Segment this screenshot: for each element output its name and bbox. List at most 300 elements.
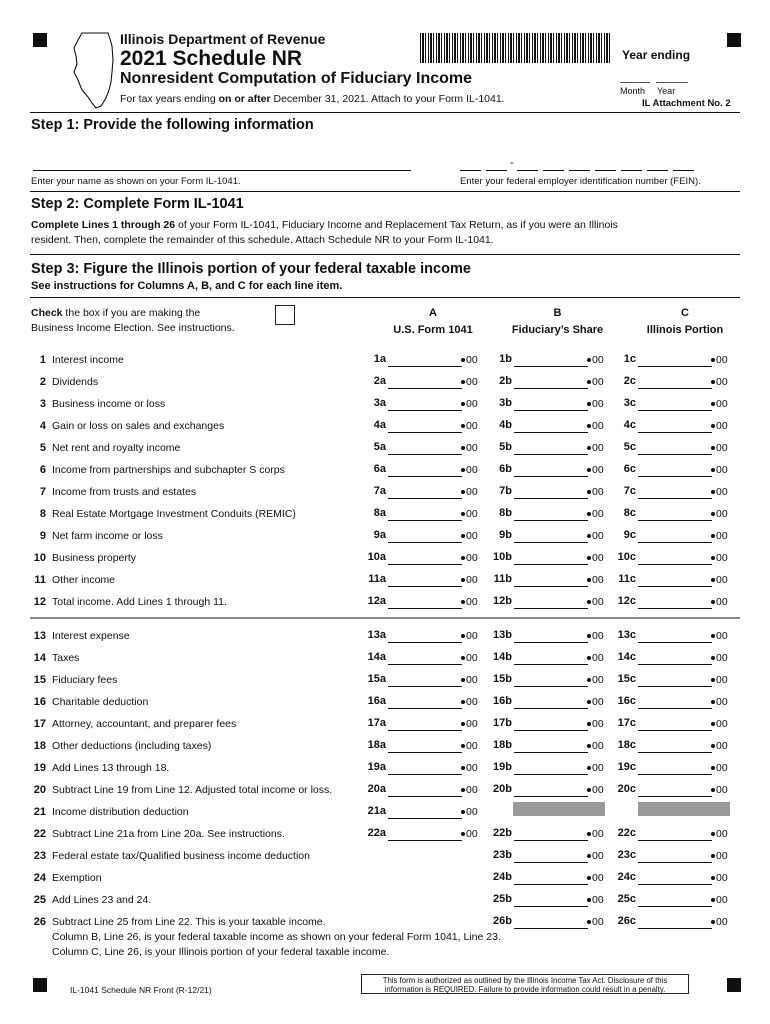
amount-input-4c[interactable] xyxy=(638,432,712,433)
amount-input-24c[interactable] xyxy=(638,884,712,885)
line-description: Add Lines 13 through 18. xyxy=(52,762,170,774)
cents-14a: 00 xyxy=(461,652,478,664)
field-label-7b: 7b xyxy=(499,485,512,497)
cents-14b: 00 xyxy=(587,652,604,664)
line-number: 3 xyxy=(39,398,46,410)
field-label-14b: 14b xyxy=(493,651,512,663)
amount-input-3c[interactable] xyxy=(638,410,712,411)
cents-7c: 00 xyxy=(711,486,728,498)
line-description: Gain or loss on sales and exchanges xyxy=(52,420,225,432)
line-description: Subtract Line 25 from Line 22. This is your taxable income. xyxy=(52,916,326,928)
field-label-6a: 6a xyxy=(373,463,386,475)
amount-input-11a[interactable] xyxy=(388,586,462,587)
line-number: 18 xyxy=(33,740,46,752)
amount-input-14b[interactable] xyxy=(514,664,588,665)
shaded-box-21c xyxy=(638,802,730,816)
amount-input-22a[interactable] xyxy=(388,840,462,841)
line-number: 16 xyxy=(33,696,46,708)
registration-mark-bottom-left xyxy=(33,978,47,992)
field-label-5c: 5c xyxy=(623,441,636,453)
name-input-line[interactable] xyxy=(33,170,411,171)
line-number: 15 xyxy=(33,674,46,686)
business-income-election-text: Check the box if you are making the Business Income Election. See instructions. xyxy=(31,307,235,334)
cents-10c: 00 xyxy=(711,552,728,564)
field-label-22c: 22c xyxy=(617,827,636,839)
line-number: 23 xyxy=(33,850,46,862)
field-label-8a: 8a xyxy=(373,507,386,519)
cents-24c: 00 xyxy=(711,872,728,884)
line-number: 22 xyxy=(33,828,46,840)
cents-13a: 00 xyxy=(461,630,478,642)
field-label-9c: 9c xyxy=(623,529,636,541)
field-label-19b: 19b xyxy=(493,761,512,773)
field-label-10c: 10c xyxy=(617,551,636,563)
line-description: Federal estate tax/Qualified business income deduction xyxy=(52,850,310,862)
field-label-19a: 19a xyxy=(367,761,386,773)
line-description: Fiduciary fees xyxy=(52,674,118,686)
step1-title: Step 1: Provide the following information xyxy=(31,117,314,133)
line-description: Net farm income or loss xyxy=(52,530,163,542)
cents-1a: 00 xyxy=(461,354,478,366)
cents-22a: 00 xyxy=(461,828,478,840)
amount-input-6c[interactable] xyxy=(638,476,712,477)
line-number: 12 xyxy=(33,596,46,608)
cents-18c: 00 xyxy=(711,740,728,752)
cents-7a: 00 xyxy=(461,486,478,498)
field-label-17b: 17b xyxy=(493,717,512,729)
field-label-2c: 2c xyxy=(623,375,636,387)
field-label-13a: 13a xyxy=(367,629,386,641)
year-ending-label: Year ending xyxy=(622,48,691,62)
line-description: Net rent and royalty income xyxy=(52,442,181,454)
line-description: Business property xyxy=(52,552,137,564)
field-label-5b: 5b xyxy=(499,441,512,453)
field-label-22b: 22b xyxy=(493,827,512,839)
cents-20a: 00 xyxy=(461,784,478,796)
name-field-label: Enter your name as shown on your Form IL-1041. xyxy=(31,176,241,187)
amount-input-18b[interactable] xyxy=(514,752,588,753)
cents-1c: 00 xyxy=(711,354,728,366)
field-label-25c: 25c xyxy=(617,893,636,905)
amount-input-3a[interactable] xyxy=(388,410,462,411)
field-label-26c: 26c xyxy=(617,915,636,927)
line-number: 9 xyxy=(39,530,46,542)
amount-input-2b[interactable] xyxy=(514,388,588,389)
amount-input-9b[interactable] xyxy=(514,542,588,543)
line-number: 5 xyxy=(39,442,46,454)
line-description: Subtract Line 19 from Line 12. Adjusted total income or loss. xyxy=(52,784,333,796)
field-label-20a: 20a xyxy=(367,783,386,795)
step2-instructions: Complete Lines 1 through 26 of your Form IL-1041, Fiduciary Income and Replacement Tax Return, as if you were an Illinois resident. Then, complete the remainder of this schedule. Attach Schedule NR to your Form IL-1041. xyxy=(31,219,618,246)
amount-input-20a[interactable] xyxy=(388,796,462,797)
line-description: Other deductions (including taxes) xyxy=(52,740,212,752)
line-number: 2 xyxy=(39,376,46,388)
line-description: Charitable deduction xyxy=(52,696,149,708)
amount-input-10b[interactable] xyxy=(514,564,588,565)
amount-input-6a[interactable] xyxy=(388,476,462,477)
field-label-20b: 20b xyxy=(493,783,512,795)
cents-4a: 00 xyxy=(461,420,478,432)
amount-input-1b[interactable] xyxy=(514,366,588,367)
fein-input[interactable] xyxy=(460,157,740,171)
field-label-4a: 4a xyxy=(373,419,386,431)
field-label-11a: 11a xyxy=(368,573,386,585)
field-label-22a: 22a xyxy=(367,827,386,839)
cents-7b: 00 xyxy=(587,486,604,498)
field-label-18c: 18c xyxy=(617,739,636,751)
cents-17b: 00 xyxy=(587,718,604,730)
form-id: IL-1041 Schedule NR Front (R-12/21) xyxy=(70,985,212,995)
amount-input-7a[interactable] xyxy=(388,498,462,499)
line-description: Income distribution deduction xyxy=(52,806,189,818)
field-label-4c: 4c xyxy=(623,419,636,431)
line-description: Interest income xyxy=(52,354,124,366)
column-b-header: B Fiduciary’s Share xyxy=(511,307,604,336)
year-label: Year xyxy=(657,86,676,96)
amount-input-4a[interactable] xyxy=(388,432,462,433)
cents-11c: 00 xyxy=(711,574,728,586)
cents-20c: 00 xyxy=(711,784,728,796)
cents-3b: 00 xyxy=(587,398,604,410)
cents-6a: 00 xyxy=(461,464,478,476)
line-number: 17 xyxy=(33,718,46,730)
cents-2a: 00 xyxy=(461,376,478,388)
line-number: 7 xyxy=(39,486,46,498)
cents-5a: 00 xyxy=(461,442,478,454)
line-description: Subtract Line 21a from Line 20a. See instructions. xyxy=(52,828,285,840)
cents-21a: 00 xyxy=(461,806,478,818)
line-number: 10 xyxy=(33,552,46,564)
field-label-11c: 11c xyxy=(618,573,636,585)
cents-16b: 00 xyxy=(587,696,604,708)
amount-input-8b[interactable] xyxy=(514,520,588,521)
amount-input-12b[interactable] xyxy=(514,608,588,609)
field-label-19c: 19c xyxy=(617,761,636,773)
amount-input-14a[interactable] xyxy=(388,664,462,665)
field-label-16a: 16a xyxy=(367,695,386,707)
amount-input-20c[interactable] xyxy=(638,796,712,797)
illinois-state-outline-icon xyxy=(70,30,118,110)
field-label-26b: 26b xyxy=(493,915,512,927)
field-label-23b: 23b xyxy=(493,849,512,861)
barcode xyxy=(420,33,610,63)
field-label-11b: 11b xyxy=(493,573,512,585)
fein-field-label: Enter your federal employer identification number (FEIN). xyxy=(460,176,701,187)
amount-input-20b[interactable] xyxy=(514,796,588,797)
amount-input-10c[interactable] xyxy=(638,564,712,565)
field-label-3c: 3c xyxy=(623,397,636,409)
amount-input-2a[interactable] xyxy=(388,388,462,389)
cents-16c: 00 xyxy=(711,696,728,708)
amount-input-22b[interactable] xyxy=(514,840,588,841)
line-description: Attorney, accountant, and preparer fees xyxy=(52,718,237,730)
cents-20b: 00 xyxy=(587,784,604,796)
amount-input-17b[interactable] xyxy=(514,730,588,731)
field-label-18a: 18a xyxy=(367,739,386,751)
cents-8b: 00 xyxy=(587,508,604,520)
cents-17c: 00 xyxy=(711,718,728,730)
amount-input-14c[interactable] xyxy=(638,664,712,665)
field-label-14c: 14c xyxy=(617,651,636,663)
cents-5c: 00 xyxy=(711,442,728,454)
field-label-6c: 6c xyxy=(623,463,636,475)
line-description: Interest expense xyxy=(52,630,130,642)
amount-input-5a[interactable] xyxy=(388,454,462,455)
cents-10a: 00 xyxy=(461,552,478,564)
month-label: Month xyxy=(620,86,646,96)
cents-15a: 00 xyxy=(461,674,478,686)
field-label-10b: 10b xyxy=(493,551,512,563)
field-label-9b: 9b xyxy=(499,529,512,541)
cents-25c: 00 xyxy=(711,894,728,906)
amount-input-17a[interactable] xyxy=(388,730,462,731)
month-input-line[interactable] xyxy=(620,82,650,83)
authorization-notice: This form is authorized as outlined by the Illinois Income Tax Act. Disclosure of this information is REQUIRED. Failure to provide information could result in a penalty. xyxy=(361,974,689,994)
cents-12b: 00 xyxy=(587,596,604,608)
field-label-6b: 6b xyxy=(499,463,512,475)
amount-input-19b[interactable] xyxy=(514,774,588,775)
cents-18b: 00 xyxy=(587,740,604,752)
line-description: Taxes xyxy=(52,652,80,664)
field-label-4b: 4b xyxy=(499,419,512,431)
amount-input-16c[interactable] xyxy=(638,708,712,709)
amount-input-8c[interactable] xyxy=(638,520,712,521)
cents-22b: 00 xyxy=(587,828,604,840)
cents-8a: 00 xyxy=(461,508,478,520)
line-number: 1 xyxy=(39,354,46,366)
cents-24b: 00 xyxy=(587,872,604,884)
amount-input-26b[interactable] xyxy=(514,928,588,929)
line-number: 24 xyxy=(33,872,46,884)
line-description: Real Estate Mortgage Investment Conduits (REMIC) xyxy=(52,508,296,520)
cents-8c: 00 xyxy=(711,508,728,520)
cents-16a: 00 xyxy=(461,696,478,708)
cents-26b: 00 xyxy=(587,916,604,928)
line-number: 26 xyxy=(33,916,46,928)
amount-input-5b[interactable] xyxy=(514,454,588,455)
line-description: Income from partnerships and subchapter S corps xyxy=(52,464,285,476)
line-number: 25 xyxy=(33,894,46,906)
amount-input-9a[interactable] xyxy=(388,542,462,543)
field-label-8b: 8b xyxy=(499,507,512,519)
cents-4b: 00 xyxy=(587,420,604,432)
field-label-12a: 12a xyxy=(367,595,386,607)
amount-input-26c[interactable] xyxy=(638,928,712,929)
field-label-21a: 21a xyxy=(367,805,386,817)
field-label-12c: 12c xyxy=(617,595,636,607)
line-description: Other income xyxy=(52,574,116,586)
field-label-15c: 15c xyxy=(617,673,636,685)
cents-25b: 00 xyxy=(587,894,604,906)
field-label-20c: 20c xyxy=(617,783,636,795)
field-label-2b: 2b xyxy=(499,375,512,387)
cents-9c: 00 xyxy=(711,530,728,542)
amount-input-5c[interactable] xyxy=(638,454,712,455)
amount-input-15c[interactable] xyxy=(638,686,712,687)
shaded-box-21b xyxy=(513,802,605,816)
cents-2c: 00 xyxy=(711,376,728,388)
line26-note-b: Column B, Line 26, is your federal taxable income as shown on your federal Form 1041, Line 23. xyxy=(52,931,501,943)
cents-18a: 00 xyxy=(461,740,478,752)
field-label-10a: 10a xyxy=(367,551,386,563)
amount-input-8a[interactable] xyxy=(388,520,462,521)
step3-divider xyxy=(30,297,740,298)
field-label-12b: 12b xyxy=(493,595,512,607)
cents-19a: 00 xyxy=(461,762,478,774)
cents-14c: 00 xyxy=(711,652,728,664)
line-number: 19 xyxy=(33,762,46,774)
business-income-election-checkbox[interactable] xyxy=(275,305,295,325)
line-description: Total income. Add Lines 1 through 11. xyxy=(52,596,227,608)
field-label-13b: 13b xyxy=(493,629,512,641)
cents-15b: 00 xyxy=(587,674,604,686)
line-number: 14 xyxy=(33,652,46,664)
cents-19c: 00 xyxy=(711,762,728,774)
field-label-3b: 3b xyxy=(499,397,512,409)
cents-5b: 00 xyxy=(587,442,604,454)
amount-input-25b[interactable] xyxy=(514,906,588,907)
field-label-15a: 15a xyxy=(367,673,386,685)
amount-input-4b[interactable] xyxy=(514,432,588,433)
field-label-8c: 8c xyxy=(623,507,636,519)
amount-input-13a[interactable] xyxy=(388,642,462,643)
amount-input-2c[interactable] xyxy=(638,388,712,389)
amount-input-13c[interactable] xyxy=(638,642,712,643)
cents-4c: 00 xyxy=(711,420,728,432)
line-description: Dividends xyxy=(52,376,99,388)
registration-mark-top-left xyxy=(33,33,47,47)
amount-input-15b[interactable] xyxy=(514,686,588,687)
step3-title: Step 3: Figure the Illinois portion of your federal taxable income xyxy=(31,261,471,277)
step3-subtitle: See instructions for Columns A, B, and C for each line item. xyxy=(31,280,343,292)
cents-26c: 00 xyxy=(711,916,728,928)
amount-input-7b[interactable] xyxy=(514,498,588,499)
cents-11b: 00 xyxy=(587,574,604,586)
amount-input-6b[interactable] xyxy=(514,476,588,477)
year-input-line[interactable] xyxy=(656,82,688,83)
line-number: 11 xyxy=(34,574,46,586)
header-divider xyxy=(30,112,740,113)
amount-input-19c[interactable] xyxy=(638,774,712,775)
cents-3a: 00 xyxy=(461,398,478,410)
amount-input-7c[interactable] xyxy=(638,498,712,499)
field-label-1b: 1b xyxy=(499,353,512,365)
field-label-25b: 25b xyxy=(493,893,512,905)
field-label-16b: 16b xyxy=(493,695,512,707)
field-label-7a: 7a xyxy=(373,485,386,497)
amount-input-12a[interactable] xyxy=(388,608,462,609)
attachment-number: IL Attachment No. 2 xyxy=(642,98,731,109)
cents-9b: 00 xyxy=(587,530,604,542)
amount-input-23b[interactable] xyxy=(514,862,588,863)
cents-10b: 00 xyxy=(587,552,604,564)
step2-title: Step 2: Complete Form IL-1041 xyxy=(31,196,244,212)
amount-input-17c[interactable] xyxy=(638,730,712,731)
field-label-7c: 7c xyxy=(623,485,636,497)
amount-input-12c[interactable] xyxy=(638,608,712,609)
field-label-1a: 1a xyxy=(373,353,386,365)
field-label-17c: 17c xyxy=(617,717,636,729)
step1-divider xyxy=(30,191,740,192)
line-number: 21 xyxy=(33,806,46,818)
line-description: Exemption xyxy=(52,872,102,884)
column-a-header: A U.S. Form 1041 xyxy=(393,307,473,336)
amount-input-19a[interactable] xyxy=(388,774,462,775)
cents-12c: 00 xyxy=(711,596,728,608)
section-divider xyxy=(30,617,740,619)
amount-input-18c[interactable] xyxy=(638,752,712,753)
amount-input-1c[interactable] xyxy=(638,366,712,367)
cents-22c: 00 xyxy=(711,828,728,840)
agency-name: Illinois Department of Revenue xyxy=(120,31,326,47)
field-label-9a: 9a xyxy=(373,529,386,541)
cents-13c: 00 xyxy=(711,630,728,642)
registration-mark-top-right xyxy=(727,33,741,47)
amount-input-25c[interactable] xyxy=(638,906,712,907)
amount-input-15a[interactable] xyxy=(388,686,462,687)
field-label-3a: 3a xyxy=(373,397,386,409)
cents-13b: 00 xyxy=(587,630,604,642)
amount-input-1a[interactable] xyxy=(388,366,462,367)
field-label-5a: 5a xyxy=(373,441,386,453)
form-title: 2021 Schedule NR xyxy=(120,47,303,70)
registration-mark-bottom-right xyxy=(727,978,741,992)
field-label-2a: 2a xyxy=(373,375,386,387)
cents-2b: 00 xyxy=(587,376,604,388)
amount-input-3b[interactable] xyxy=(514,410,588,411)
field-label-24b: 24b xyxy=(493,871,512,883)
line26-note-c: Column C, Line 26, is your Illinois portion of your federal taxable income. xyxy=(52,946,390,958)
cents-15c: 00 xyxy=(711,674,728,686)
amount-input-23c[interactable] xyxy=(638,862,712,863)
cents-9a: 00 xyxy=(461,530,478,542)
fein-dash: - xyxy=(510,157,514,169)
field-label-17a: 17a xyxy=(367,717,386,729)
line-number: 8 xyxy=(39,508,46,520)
line-description: Add Lines 23 and 24. xyxy=(52,894,152,906)
cents-17a: 00 xyxy=(461,718,478,730)
line-description: Income from trusts and estates xyxy=(52,486,197,498)
amount-input-21a[interactable] xyxy=(388,818,462,819)
field-label-18b: 18b xyxy=(493,739,512,751)
form-subtitle: Nonresident Computation of Fiduciary Income xyxy=(120,70,473,87)
amount-input-18a[interactable] xyxy=(388,752,462,753)
amount-input-24b[interactable] xyxy=(514,884,588,885)
field-label-24c: 24c xyxy=(617,871,636,883)
amount-input-13b[interactable] xyxy=(514,642,588,643)
cents-19b: 00 xyxy=(587,762,604,774)
cents-12a: 00 xyxy=(461,596,478,608)
line-number: 4 xyxy=(39,420,46,432)
amount-input-16a[interactable] xyxy=(388,708,462,709)
field-label-1c: 1c xyxy=(623,353,636,365)
cents-3c: 00 xyxy=(711,398,728,410)
line-number: 13 xyxy=(33,630,46,642)
amount-input-9c[interactable] xyxy=(638,542,712,543)
field-label-13c: 13c xyxy=(617,629,636,641)
cents-6b: 00 xyxy=(587,464,604,476)
amount-input-10a[interactable] xyxy=(388,564,462,565)
amount-input-11b[interactable] xyxy=(514,586,588,587)
amount-input-22c[interactable] xyxy=(638,840,712,841)
line-number: 20 xyxy=(33,784,46,796)
amount-input-16b[interactable] xyxy=(514,708,588,709)
amount-input-11c[interactable] xyxy=(638,586,712,587)
line-number: 6 xyxy=(39,464,46,476)
cents-1b: 00 xyxy=(587,354,604,366)
line-description: Business income or loss xyxy=(52,398,166,410)
field-label-16c: 16c xyxy=(617,695,636,707)
